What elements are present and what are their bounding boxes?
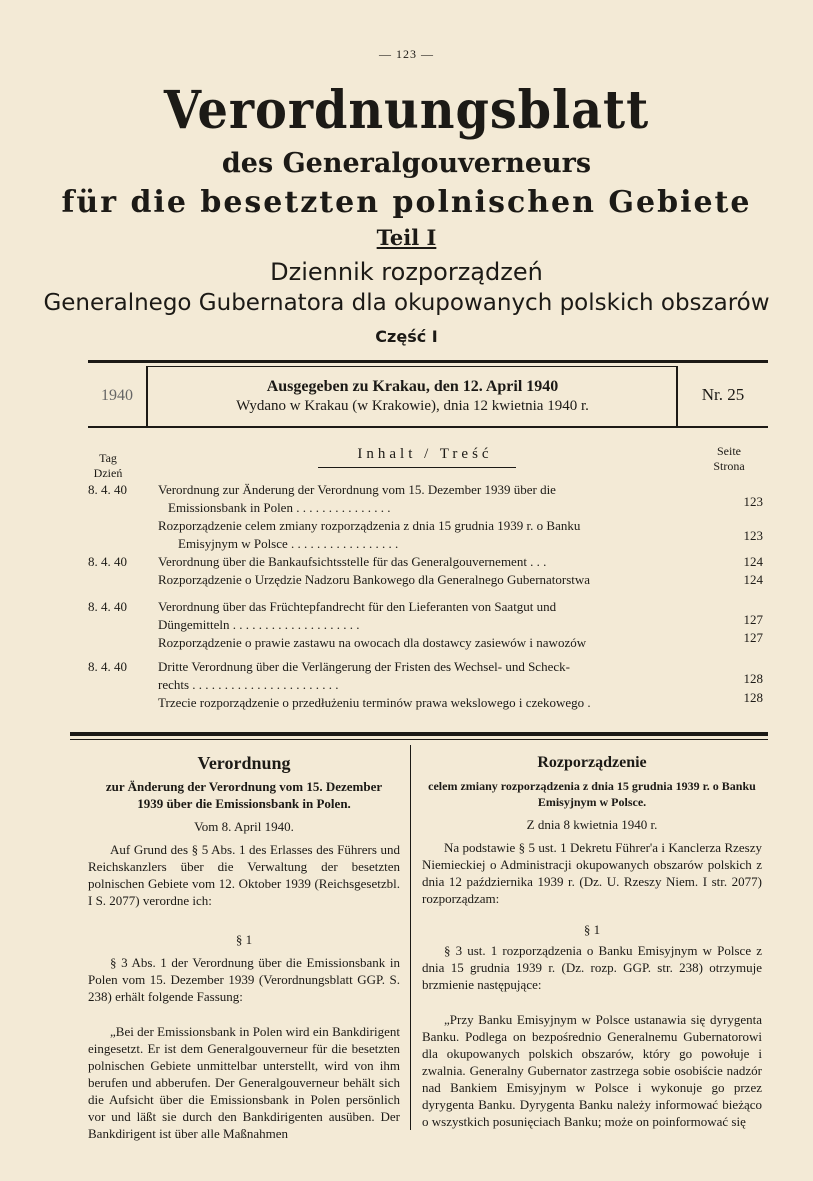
toc-entry-page: 127 (743, 612, 763, 627)
article-paragraph-pl-1: § 3 ust. 1 rozporządzenia o Banku Emisyjnym w Polsce z dnia 15 grudnia 1939 r. (Dz. rozp. GGP. str. 238) otrzymuje brzmienie następujące: (422, 943, 762, 992)
masthead-part-de: Teil I (376, 225, 437, 250)
toc-entry-line: Rozporządzenie o prawie zastawu na owocach dla dostawcy zasiewów i nawozów (158, 635, 587, 650)
toc-header-day (88, 451, 128, 481)
masthead-subtitle-de-1: des Generalgouverneurs (221, 148, 592, 179)
article-paragraph-pl-2: „Przy Banku Emisyjnym w Polsce ustanawia się dyrygenta Banku. Podlega on bezpośrednio Generalnemu Gubernatorowi dla okupowanych polskich obszarów, który go powołuje i zwalnia. Generalny Gubernator zastrzega sobie osobiście nadzór nad Bankiem Emisyjnym w Polsce i wykonuje go przez dyrygenta Banku. Dyrygenta Banku należy informować bieżąco o wszystkich posunięciach Banku; może on poinformować się (422, 1012, 762, 1129)
toc-header-underline (318, 467, 516, 468)
article-preamble-pl: Na podstawie § 5 ust. 1 Dekretu Führer'a i Kanclerza Rzeszy Niemieckiej o Administracji okupowanych obszarów polskich z dnia 12 października 1939 r. (Dz. U. Rzeszy Niem. I str. 2077) rozporządzam: (422, 840, 762, 906)
article-heading-pl: Rozporządzenie (537, 754, 647, 771)
toc-entry-page: 124 (743, 572, 763, 587)
toc-entry-line: Rozporządzenie o Urzędzie Nadzoru Bankowego dla Generalnego Gubernatorstwa (158, 572, 591, 587)
article-date-pl: Z dnia 8 kwietnia 1940 r. (526, 817, 658, 832)
issue-box-bottom-rule (88, 426, 768, 428)
toc-entry-line: rechts . . . . . . . . . . . . . . . . . . . . . . . (158, 677, 339, 692)
toc-header-contents: Inhalt / Treść (357, 446, 493, 462)
issue-box-divider-left (146, 366, 148, 426)
article-heading-de: Verordnung (197, 753, 291, 773)
toc-header-page-de: Seite (717, 444, 741, 458)
toc-entry-date: 8. 4. 40 (88, 554, 127, 569)
masthead-title-de: Verordnungsblatt (163, 80, 650, 141)
toc-entry-page: 127 (743, 630, 763, 645)
toc-entry-line: Verordnung zur Änderung der Verordnung vom 15. Dezember 1939 über die (158, 482, 556, 497)
toc-entry-page: 123 (743, 494, 763, 509)
toc-entry-line: Verordnung über die Bankaufsichtsstelle für das Generalgouvernement . . . (158, 554, 547, 569)
toc-entry-line: Dritte Verordnung über die Verlängerung der Fristen des Wechsel- und Scheck- (158, 659, 570, 674)
article-section-de: § 1 (235, 932, 253, 947)
toc-entry-date: 8. 4. 40 (88, 659, 127, 674)
toc-header-day-de: Tag (99, 451, 117, 465)
issue-box-top-rule (88, 360, 768, 363)
toc-entry-line: Rozporządzenie celem zmiany rozporządzenia z dnia 15 grudnia 1939 r. o Banku (158, 518, 581, 533)
toc-entry-page: 128 (743, 671, 763, 686)
issue-date-pl: Wydano w Krakau (w Krakowie), dnia 12 kwietnia 1940 r. (236, 398, 589, 414)
article-de (88, 752, 400, 1142)
toc-entry-date: 8. 4. 40 (88, 599, 127, 614)
issue-box-inner-top-rule (146, 366, 676, 367)
article-paragraph-de-1: § 3 Abs. 1 der Verordnung über die Emissionsbank in Polen vom 15. Dezember 1939 (Verordnungsblatt GGP. S. 238) erhält folgende Fassung: (88, 955, 400, 1004)
masthead-title-pl: Dziennik rozporządzeń (270, 258, 543, 286)
toc-entry-line: Düngemitteln . . . . . . . . . . . . . . . . . . . . (158, 617, 360, 632)
issue-date-de: Ausgegeben zu Krakau, den 12. April 1940 (266, 378, 559, 395)
toc-header-page (694, 444, 764, 474)
toc-entry-page: 124 (743, 554, 763, 569)
article-date-de: Vom 8. April 1940. (194, 819, 294, 834)
masthead-subtitle-pl: Generalnego Gubernatora dla okupowanych polskich obszarów (43, 290, 770, 316)
article-subheading-de: zur Änderung der Verordnung vom 15. Dezember 1939 über die Emissionsbank in Polen. (105, 779, 383, 811)
toc-entry-date: 8. 4. 40 (88, 482, 127, 497)
toc-entry-page: 128 (743, 690, 763, 705)
article-section-pl: § 1 (583, 922, 601, 937)
toc-entry-page: 123 (743, 528, 763, 543)
toc-entry-line: Trzecie rozporządzenie o przedłużeniu terminów prawa wekslowego i czekowego . (158, 695, 591, 710)
article-pl (422, 752, 762, 1130)
toc-entry-line: Verordnung über das Früchtepfandrecht für den Lieferanten von Saatgut und (158, 599, 557, 614)
issue-number: Nr. 25 (701, 385, 745, 404)
masthead-subtitle-de-2: für die besetzten polnischen Gebiete (61, 185, 752, 220)
article-preamble-de: Auf Grund des § 5 Abs. 1 des Erlasses des Führers und Reichskanzlers über die Verwaltung der besetzten polnischen Gebiete vom 12. Oktober 1939 (Reichsgesetzbl. I S. 2077) verordne ich: (88, 842, 400, 908)
toc-entry-line: Emisyjnym w Polsce . . . . . . . . . . . . . . . . . (178, 536, 399, 551)
article-subheading-pl: celem zmiany rozporządzenia z dnia 15 grudnia 1939 r. o Banku Emisyjnym w Polsce. (428, 779, 756, 809)
toc-header-day-pl: Dzień (93, 466, 123, 480)
toc-list (88, 481, 768, 721)
toc-header-page-pl: Strona (713, 459, 745, 473)
page-number: — 123 — (379, 47, 434, 61)
masthead-part-pl: Część I (375, 327, 438, 346)
article-paragraph-de-2: „Bei der Emissionsbank in Polen wird ein Bankdirigent eingesetzt. Er ist dem Generalgouverneur für die besetzten polnischen Gebiete unmittelbar unterstellt, wird von ihm berufen und abberufen. Der Generalgouverneur behält sich die Aufsicht über die Emissionsbank in Polen persönlich vor und läßt sie durch den Bankdirigenten ausüben. Der Bankdirigent ist über alle Maßnahmen (88, 1024, 400, 1141)
issue-year: 1940 (101, 387, 133, 404)
section-separator-thin (70, 739, 768, 740)
column-divider (410, 745, 411, 1130)
section-separator-thick (70, 732, 768, 736)
toc-entry-line: Emissionsbank in Polen . . . . . . . . . . . . . . . (168, 500, 391, 515)
